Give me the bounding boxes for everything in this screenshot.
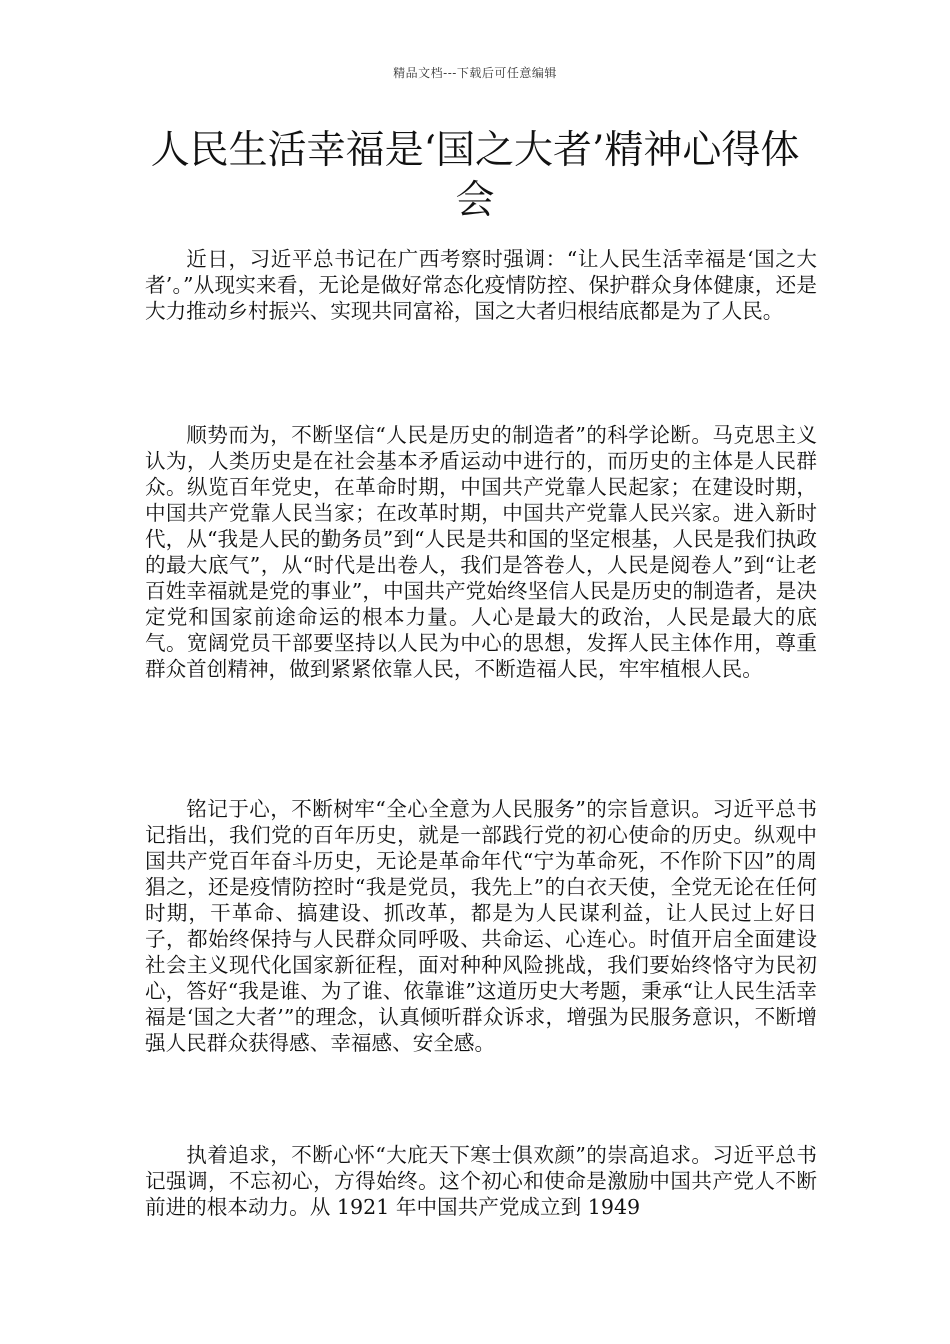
paragraph-4: 执着追求，不断心怀“大庇天下寒士俱欢颜”的崇高追求。习近平总书记强调，不忘初心，方得始终。这个初心和使命是激励中国共产党人不断前进的根本动力。从 1921 年中国共产党成立到 1949 <box>145 1143 817 1219</box>
document-title: 人民生活幸福是‘国之大者’精神心得体会 <box>150 128 800 223</box>
paragraph-1: 近日，习近平总书记在广西考察时强调：“让人民生活幸福是‘国之大者’。”从现实来看，无论是做好常态化疫情防控、保护群众身体健康，还是大力推动乡村振兴、实现共同富裕，国之大者归根结底都是为了人民。 <box>145 247 817 323</box>
page-header-note: 精品文档---下载后可任意编辑 <box>393 66 557 80</box>
paragraph-3: 铭记于心，不断树牢“全心全意为人民服务”的宗旨意识。习近平总书记指出，我们党的百年历史，就是一部践行党的初心使命的历史。纵观中国共产党百年奋斗历史，无论是革命年代“宁为革命死，不作阶下囚”的周猖之，还是疫情防控时“我是党员，我先上”的白衣天使，全党无论在任何时期，干革命、搞建设、抓改革，都是为人民谋利益，让人民过上好日子，都始终保持与人民群众同呼吸、共命运、心连心。时值开启全面建设社会主义现代化国家新征程，面对种种风险挑战，我们要始终恪守为民初心，答好“我是谁、为了谁、依靠谁”这道历史大考题，秉承“让人民生活幸福是‘国之大者’”的理念，认真倾听群众诉求，增强为民服务意识，不断增强人民群众获得感、幸福感、安全感。 <box>145 797 817 1055</box>
paragraph-2: 顺势而为，不断坚信“人民是历史的制造者”的科学论断。马克思主义认为，人类历史是在社会基本矛盾运动中进行的，而历史的主体是人民群众。纵览百年党史，在革命时期，中国共产党靠人民起家；在建设时期，中国共产党靠人民当家；在改革时期，中国共产党靠人民兴家。进入新时代，从“我是人民的勤务员”到“人民是共和国的坚定根基，人民是我们执政的最大底气”，从“时代是出卷人，我们是答卷人，人民是阅卷人”到“让老百姓幸福就是党的事业”，中国共产党始终坚信人民是历史的制造者，是决定党和国家前途命运的根本力量。人心是最大的政治，人民是最大的底气。宽阔党员干部要坚持以人民为中心的思想，发挥人民主体作用，尊重群众首创精神，做到紧紧依靠人民，不断造福人民，牢牢植根人民。 <box>145 423 817 681</box>
